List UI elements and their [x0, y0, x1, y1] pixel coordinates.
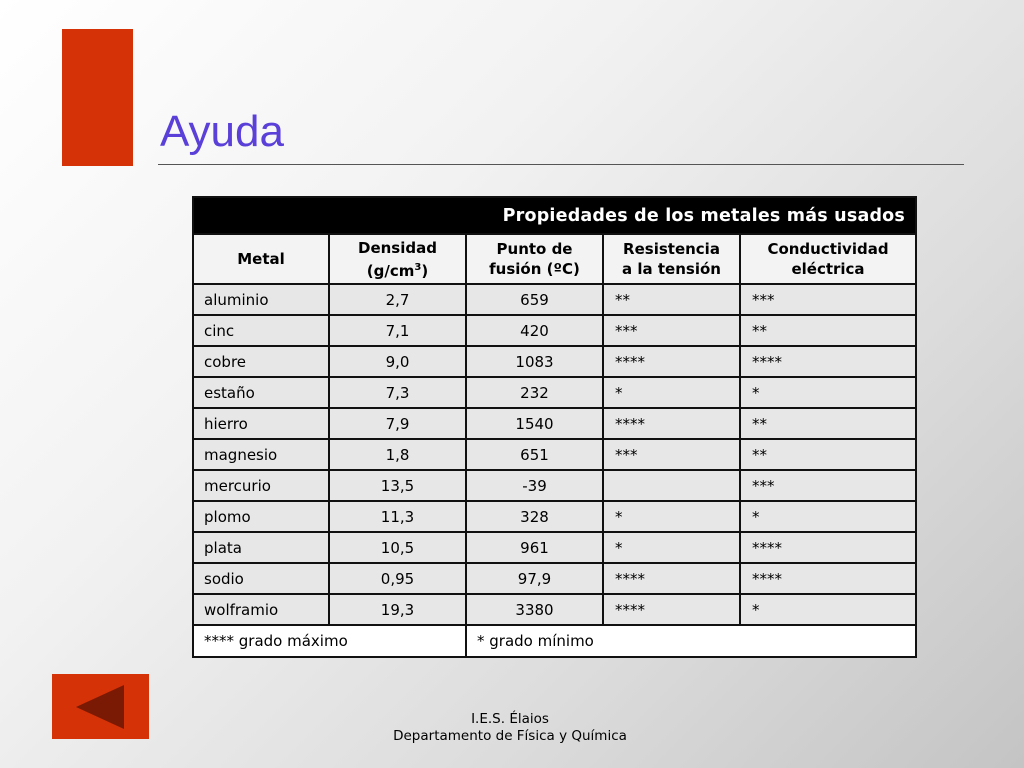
cell-resistencia: **: [603, 284, 740, 315]
triangle-left-icon: [52, 674, 149, 739]
cell-conductividad: ****: [740, 346, 916, 377]
footer-school: I.E.S. Élaios: [471, 711, 549, 727]
cell-resistencia: *: [603, 501, 740, 532]
table-row: [193, 501, 916, 532]
cell-resistencia: [603, 470, 740, 501]
cell-fusion: 651: [466, 439, 603, 470]
table-row: [193, 346, 916, 377]
cell-conductividad: ***: [740, 470, 916, 501]
cell-metal: plomo: [193, 501, 329, 532]
cell-conductividad: **: [740, 439, 916, 470]
cell-resistencia: ****: [603, 408, 740, 439]
cell-fusion: 3380: [466, 594, 603, 625]
header-densidad: Densidad $(g/cm^3)$: [329, 234, 466, 284]
slide-title: Ayuda: [160, 107, 284, 156]
cell-metal: cinc: [193, 315, 329, 346]
back-button[interactable]: [52, 674, 149, 739]
cell-fusion: 232: [466, 377, 603, 408]
cell-fusion: 659: [466, 284, 603, 315]
cell-metal: aluminio: [193, 284, 329, 315]
cell-resistencia: *: [603, 377, 740, 408]
cell-densidad: 9,0: [329, 346, 466, 377]
cell-resistencia: ****: [603, 563, 740, 594]
table-row: [193, 594, 916, 625]
table-row: [193, 377, 916, 408]
cell-fusion: 961: [466, 532, 603, 563]
cell-densidad: 7,3: [329, 377, 466, 408]
cell-densidad: 19,3: [329, 594, 466, 625]
header-metal: Metal: [193, 234, 329, 284]
cell-metal: plata: [193, 532, 329, 563]
cell-resistencia: ****: [603, 594, 740, 625]
cell-metal: estaño: [193, 377, 329, 408]
cell-densidad: 7,1: [329, 315, 466, 346]
accent-bar: [62, 29, 133, 166]
cell-conductividad: ****: [740, 532, 916, 563]
table-legend-row: [193, 625, 916, 657]
cell-densidad: 2,7: [329, 284, 466, 315]
cell-metal: wolframio: [193, 594, 329, 625]
legend-max: **** grado máximo: [193, 625, 466, 657]
table-header-row: [193, 234, 916, 284]
header-punto-fusion: Punto de fusión (ºC): [466, 234, 603, 284]
cell-fusion: 1083: [466, 346, 603, 377]
cell-resistencia: *: [603, 532, 740, 563]
cell-conductividad: *: [740, 594, 916, 625]
title-underline: [158, 164, 964, 165]
metals-properties-table: [192, 196, 917, 658]
cell-resistencia: ***: [603, 315, 740, 346]
table-row: [193, 408, 916, 439]
header-conductividad: Conductividad eléctrica: [740, 234, 916, 284]
cell-conductividad: *: [740, 501, 916, 532]
cell-fusion: 420: [466, 315, 603, 346]
table-row: [193, 470, 916, 501]
cell-resistencia: ***: [603, 439, 740, 470]
cell-fusion: 328: [466, 501, 603, 532]
cell-metal: hierro: [193, 408, 329, 439]
cell-conductividad: *: [740, 377, 916, 408]
table-row: [193, 439, 916, 470]
legend-min: * grado mínimo: [466, 625, 916, 657]
header-resistencia: Resistencia a la tensión: [603, 234, 740, 284]
cell-fusion: -39: [466, 470, 603, 501]
cell-conductividad: ***: [740, 284, 916, 315]
cell-densidad: 11,3: [329, 501, 466, 532]
table-row: [193, 315, 916, 346]
cell-conductividad: ****: [740, 563, 916, 594]
cell-fusion: 1540: [466, 408, 603, 439]
cell-densidad: 1,8: [329, 439, 466, 470]
cell-conductividad: **: [740, 315, 916, 346]
cell-metal: magnesio: [193, 439, 329, 470]
table-row: [193, 563, 916, 594]
cell-densidad: 7,9: [329, 408, 466, 439]
table-row: [193, 532, 916, 563]
cell-metal: cobre: [193, 346, 329, 377]
cell-metal: mercurio: [193, 470, 329, 501]
cell-densidad: 13,5: [329, 470, 466, 501]
cell-resistencia: ****: [603, 346, 740, 377]
table-caption-row: [193, 197, 916, 234]
cell-densidad: 0,95: [329, 563, 466, 594]
cell-metal: sodio: [193, 563, 329, 594]
cell-conductividad: **: [740, 408, 916, 439]
cell-fusion: 97,9: [466, 563, 603, 594]
table-caption: Propiedades de los metales más usados: [193, 197, 916, 234]
cell-densidad: 10,5: [329, 532, 466, 563]
footer-department: Departamento de Física y Química: [393, 728, 627, 744]
table-row: [193, 284, 916, 315]
footer-credits: [360, 711, 660, 745]
